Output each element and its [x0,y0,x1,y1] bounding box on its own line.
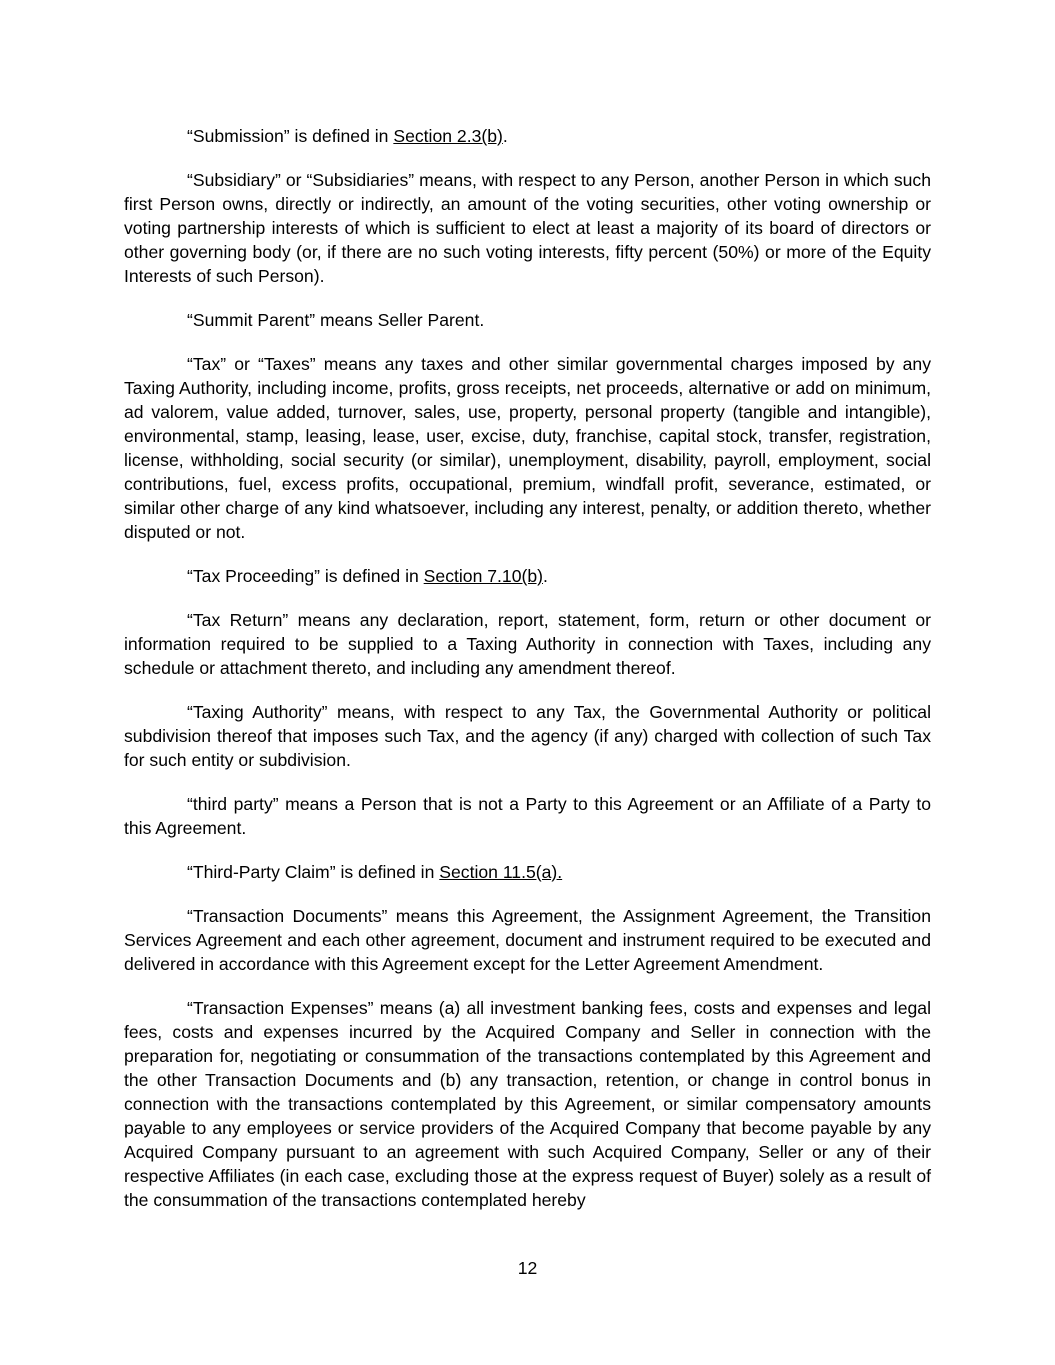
section-reference-link: Section 7.10(b) [423,566,543,586]
definition-tax [124,352,931,544]
definition-text-end: . [543,566,548,586]
definition-text: “Tax Return” means any declaration, report, statement, form, return or other document or information required to be supplied to a Taxing Authority in connection with Taxes, including any schedule or attachment thereto, and including any amendment thereof. [124,610,931,678]
definition-text: “Tax Proceeding” is defined in [187,566,424,586]
definition-third-party [124,792,931,840]
definition-tax-return [124,608,931,680]
definition-transaction-expenses [124,996,931,1212]
definition-text: “Transaction Documents” means this Agreement, the Assignment Agreement, the Transition Services Agreement and each other agreement, document and instrument required to be executed and delivered in accordance with this Agreement except for the Letter Agreement Amendment. [124,906,931,974]
definition-submission [124,124,931,148]
definition-subsidiary [124,168,931,288]
definition-transaction-documents [124,904,931,976]
definition-text-end: . [502,126,508,146]
definition-text: “Tax” or “Taxes” means any taxes and other similar governmental charges imposed by any Taxing Authority, including income, profits, gross receipts, net proceeds, alternative or add on minimum, ad valorem, value added, turnover, sales, use, property, personal property (tangible and intangible), environmental, stamp, leasing, lease, user, excise, duty, franchise, capital stock, transfer, registration, license, withholding, social security (or similar), unemployment, disability, payroll, employment, social contributions, fuel, excess profits, occupational, premium, windfall profit, severance, estimated, or similar other charge of any kind whatsoever, including any interest, penalty, or addition thereto, whether disputed or not. [124,354,931,542]
document-page [124,124,931,1232]
definition-text: “Submission” is defined in [187,126,394,146]
page-number: 12 [517,1258,538,1278]
definition-text: “Subsidiary” or “Subsidiaries” means, with respect to any Person, another Person in which such first Person owns, directly or indirectly, an amount of the voting securities, other voting ownership or voting partnership interests of which is sufficient to elect at least a majority of its board of directors or other governing body (or, if there are no such voting interests, fifty percent (50%) or more of the Equity Interests of such Person). [124,170,931,286]
definition-third-party-claim [124,860,931,884]
section-reference-link: Section 11.5(a). [439,862,563,882]
definition-summit-parent [124,308,931,332]
definition-text: “Summit Parent” means Seller Parent. [187,310,485,330]
definition-text: “third party” means a Person that is not a Party to this Agreement or an Affiliate of a Party to this Agreement. [124,794,931,838]
definition-text: “Taxing Authority” means, with respect to any Tax, the Governmental Authority or political subdivision thereof that imposes such Tax, and the agency (if any) charged with collection of such Tax for such entity or subdivision. [124,702,931,770]
definition-taxing-authority [124,700,931,772]
definition-tax-proceeding [124,564,931,588]
section-reference-link: Section 2.3(b) [393,126,503,146]
definition-text: “Third-Party Claim” is defined in [187,862,440,882]
definition-text: “Transaction Expenses” means (a) all investment banking fees, costs and expenses and legal fees, costs and expenses incurred by the Acquired Company and Seller in connection with the preparation for, negotiating or consummation of the transactions contemplated by this Agreement and the other Transaction Documents and (b) any transaction, retention, or change in control bonus in connection with the transactions contemplated by this Agreement, or similar compensatory amounts payable to any employees or service providers of the Acquired Company that become payable by any Acquired Company pursuant to an agreement with such Acquired Company, Seller or any of their respective Affiliates (in each case, excluding those at the express request of Buyer) solely as a result of the consummation of the transactions contemplated hereby [124,998,931,1210]
